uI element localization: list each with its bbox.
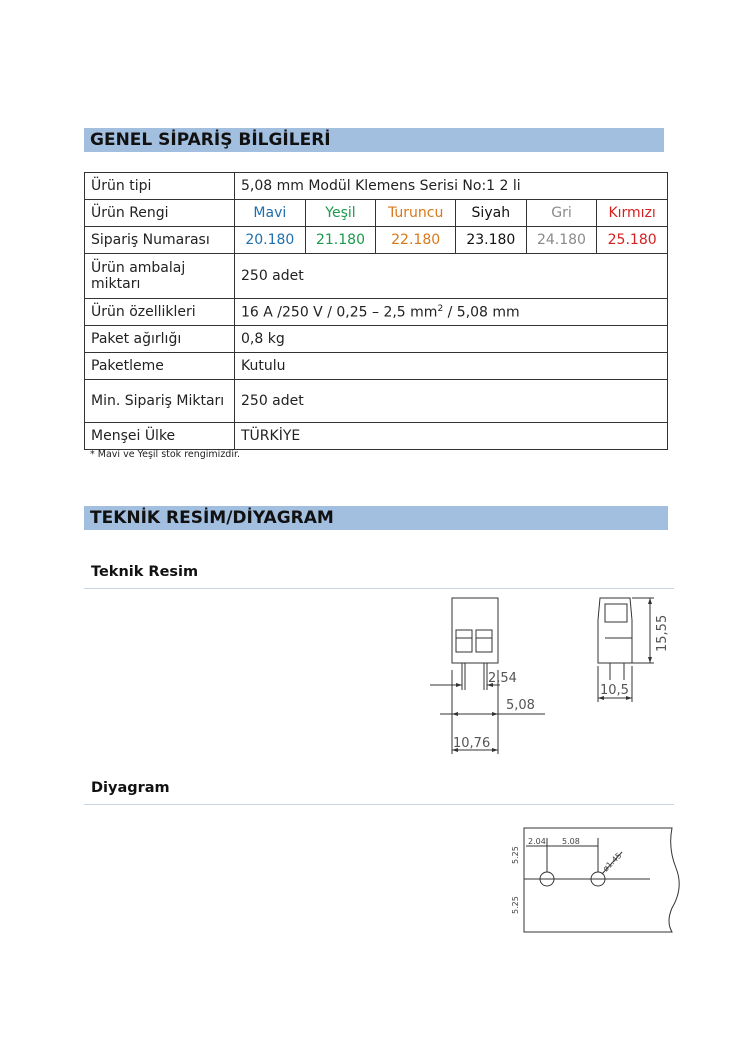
features-superscript: 2 <box>437 303 444 314</box>
table-row <box>85 254 668 299</box>
dim-label: 5,08 <box>506 698 535 713</box>
packaging-label: Paketleme <box>85 353 235 380</box>
order-code-cell: 21.180 <box>305 227 376 254</box>
order-code-cell: 24.180 <box>526 227 597 254</box>
stock-color-note: * Mavi ve Yeşil stok rengimizdir. <box>90 449 241 460</box>
color-name-cell: Yeşil <box>305 200 376 227</box>
features-text-end: / 5,08 mm <box>443 304 520 321</box>
table-row <box>85 326 668 353</box>
product-type-label: Ürün tipi <box>85 173 235 200</box>
features-label: Ürün özellikleri <box>85 299 235 326</box>
order-code-cell: 22.180 <box>376 227 456 254</box>
table-row <box>85 353 668 380</box>
dim-label: 2,54 <box>488 671 517 686</box>
weight-label: Paket ağırlığı <box>85 326 235 353</box>
product-type-value: 5,08 mm Modül Klemens Serisi No:1 2 li <box>235 173 668 200</box>
dim-label: 5.25 <box>511 896 520 914</box>
color-name-cell: Mavi <box>235 200 306 227</box>
color-label: Ürün Rengi <box>85 200 235 227</box>
min-order-value: 250 adet <box>235 380 668 423</box>
table-row <box>85 299 668 326</box>
order-code-cell: 23.180 <box>455 227 526 254</box>
technical-drawing-heading: Teknik Resim <box>91 564 199 580</box>
terminal-screw-head <box>605 604 627 622</box>
table-row <box>85 227 668 254</box>
features-value <box>235 299 668 326</box>
weight-value: 0,8 kg <box>235 326 668 353</box>
diagram-heading: Diyagram <box>91 780 170 796</box>
section-title-technical: TEKNİK RESİM/DİYAGRAM <box>84 506 668 530</box>
dim-label: 10,5 <box>600 683 629 698</box>
order-code-cell: 25.180 <box>597 227 668 254</box>
terminal-slot <box>476 630 492 652</box>
table-row <box>85 423 668 450</box>
min-order-label: Min. Sipariş Miktarı <box>85 380 235 423</box>
table-row <box>85 380 668 423</box>
origin-value: TÜRKİYE <box>235 423 668 450</box>
dim-label: 10,76 <box>453 736 491 751</box>
order-number-label: Sipariş Numarası <box>85 227 235 254</box>
features-text: 16 A /250 V / 0,25 – 2,5 mm <box>241 304 438 321</box>
dim-label: 15,55 <box>655 614 670 652</box>
packaging-qty-label: Ürün ambalaj miktarı <box>85 254 235 299</box>
order-code-cell: 20.180 <box>235 227 306 254</box>
dim-label: 5.25 <box>511 846 520 864</box>
divider <box>84 804 674 805</box>
table-row <box>85 173 668 200</box>
terminal-slot <box>456 630 472 652</box>
packaging-qty-value: 250 adet <box>235 254 668 299</box>
order-info-table <box>84 172 668 450</box>
packaging-value: Kutulu <box>235 353 668 380</box>
technical-drawing <box>420 590 670 760</box>
color-name-cell: Gri <box>526 200 597 227</box>
dim-label: 5.08 <box>562 837 580 846</box>
color-name-cell: Siyah <box>455 200 526 227</box>
divider <box>84 588 674 589</box>
color-name-cell: Kırmızı <box>597 200 668 227</box>
color-name-cell: Turuncu <box>376 200 456 227</box>
dim-label: 2.04 <box>528 837 546 846</box>
table-row <box>85 200 668 227</box>
pcb-hole-diagram <box>500 818 690 943</box>
section-title-general: GENEL SİPARİŞ BİLGİLERİ <box>84 128 664 152</box>
origin-label: Menşei Ülke <box>85 423 235 450</box>
dim-label: ø1.45 <box>601 850 624 874</box>
